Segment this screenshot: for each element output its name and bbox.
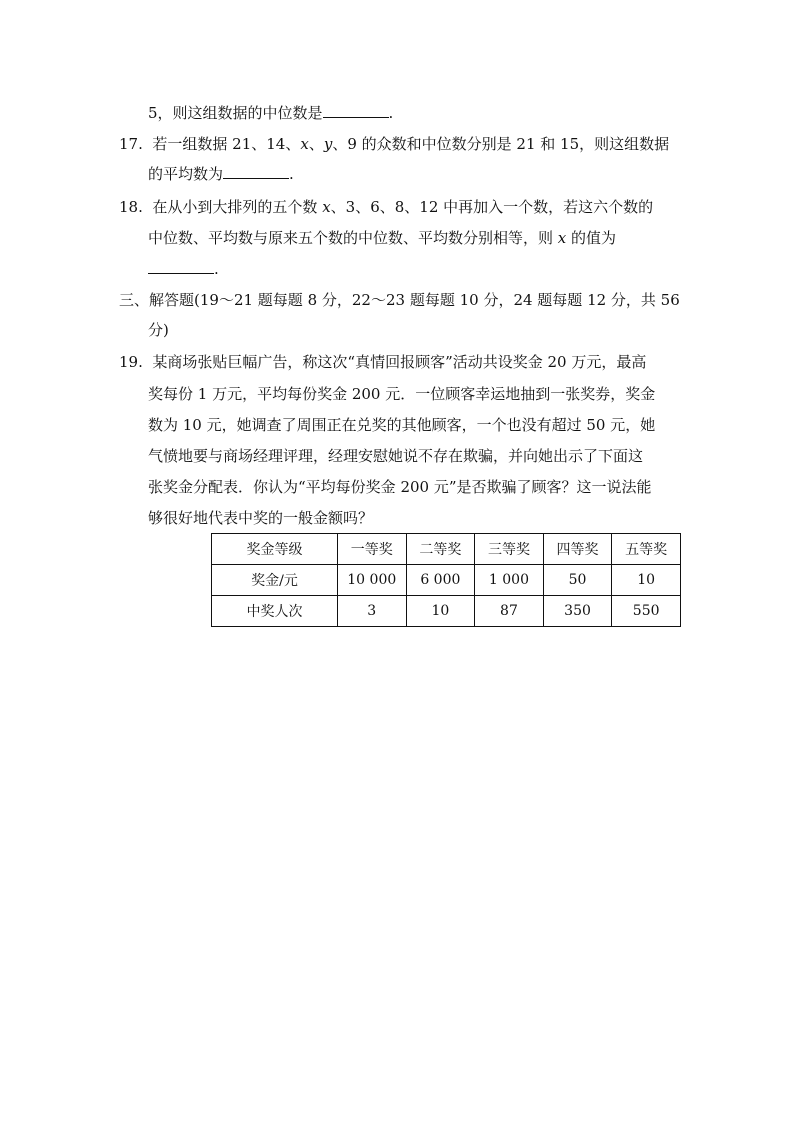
q17-sep: 、 [308,135,324,153]
table-cell: 350 [543,596,612,627]
q17-line2 [148,164,294,184]
section3-heading [119,290,680,310]
table-row [212,596,681,627]
q18-text-c: 中位数、平均数与原来五个数的中位数、平均数分别相等，则 [148,229,554,247]
table-cell: 奖金/元 [212,565,338,596]
q17-text-a: 若一组数据 21、14、 [152,135,301,153]
q19-line5 [148,477,652,497]
table-header-row [212,534,681,565]
q17-text-b: 、9 的众数和中位数分别是 21 和 15，则这组数据 [332,135,670,153]
q16-continuation [148,103,393,123]
q19-number: 19. [119,353,143,371]
q17-var-x: x [300,135,309,153]
q18-line3 [148,259,219,279]
q19-line4 [148,446,643,466]
table-cell: 10 [406,596,475,627]
answer-blank-16[interactable] [323,103,389,118]
q19-text-5: 张奖金分配表．你认为“平均每份奖金 200 元”是否欺骗了顾客？这一说法能 [148,478,652,496]
q16-period: . [388,104,394,122]
q19-line2 [148,384,655,404]
table-cell: 五等奖 [612,534,681,565]
table-cell: 550 [612,596,681,627]
q18-var-x2: x [557,229,567,247]
q17-period: . [289,165,294,183]
table-row [212,565,681,596]
section3-text-b: 分) [148,321,169,339]
q19-line1 [119,352,646,372]
table-cell: 87 [475,596,544,627]
table-cell: 奖金等级 [212,534,338,565]
q18-number: 18. [119,198,143,216]
q18-var-x: x [322,198,331,216]
table-cell: 一等奖 [337,534,406,565]
q18-line1 [119,197,653,217]
answer-blank-18[interactable] [148,259,214,274]
q19-text-6: 够很好地代表中奖的一般金额吗？ [148,509,374,527]
answer-blank-17[interactable] [223,164,289,179]
table-cell: 3 [337,596,406,627]
q16-text: 5，则这组数据的中位数是 [148,104,323,122]
table-cell: 中奖人次 [212,596,338,627]
table-cell: 6 000 [406,565,475,596]
section3-text-a: 三、解答题(19～21 题每题 8 分，22～23 题每题 10 分，24 题每题 12 分，共 56 [119,291,680,309]
q18-text-d: 的值为 [571,229,617,247]
table-cell: 三等奖 [475,534,544,565]
table-cell: 10 000 [337,565,406,596]
q19-text-4: 气愤地要与商场经理评理，经理安慰她说不存在欺骗，并向她出示了下面这 [148,447,644,465]
table-cell: 10 [612,565,681,596]
q17-number: 17. [119,135,143,153]
q19-line3 [148,415,655,435]
table-cell: 50 [543,565,612,596]
q17-line1 [119,134,669,154]
q19-text-1: 某商场张贴巨幅广告，称这次“真情回报顾客”活动共设奖金 20 万元，最高 [152,353,647,371]
q17-var-y: y [323,135,333,153]
q18-text-a: 在从小到大排列的五个数 [152,198,318,216]
q18-period: . [214,260,219,278]
table-cell: 1 000 [475,565,544,596]
q19-line6 [148,508,373,528]
q18-text-b: 、3、6、8、12 中再加入一个数，若这六个数的 [330,198,654,216]
q18-line2 [148,228,616,248]
prize-distribution-table [211,533,681,627]
q19-text-3: 数为 10 元，她调查了周围正在兑奖的其他顾客，一个也没有超过 50 元，她 [148,416,656,434]
q17-text-c: 的平均数为 [148,165,224,183]
q19-text-2: 奖每份 1 万元，平均每份奖金 200 元．一位顾客幸运地抽到一张奖券，奖金 [148,385,656,403]
table-cell: 四等奖 [543,534,612,565]
table-cell: 二等奖 [406,534,475,565]
section3-heading-cont [148,320,169,340]
